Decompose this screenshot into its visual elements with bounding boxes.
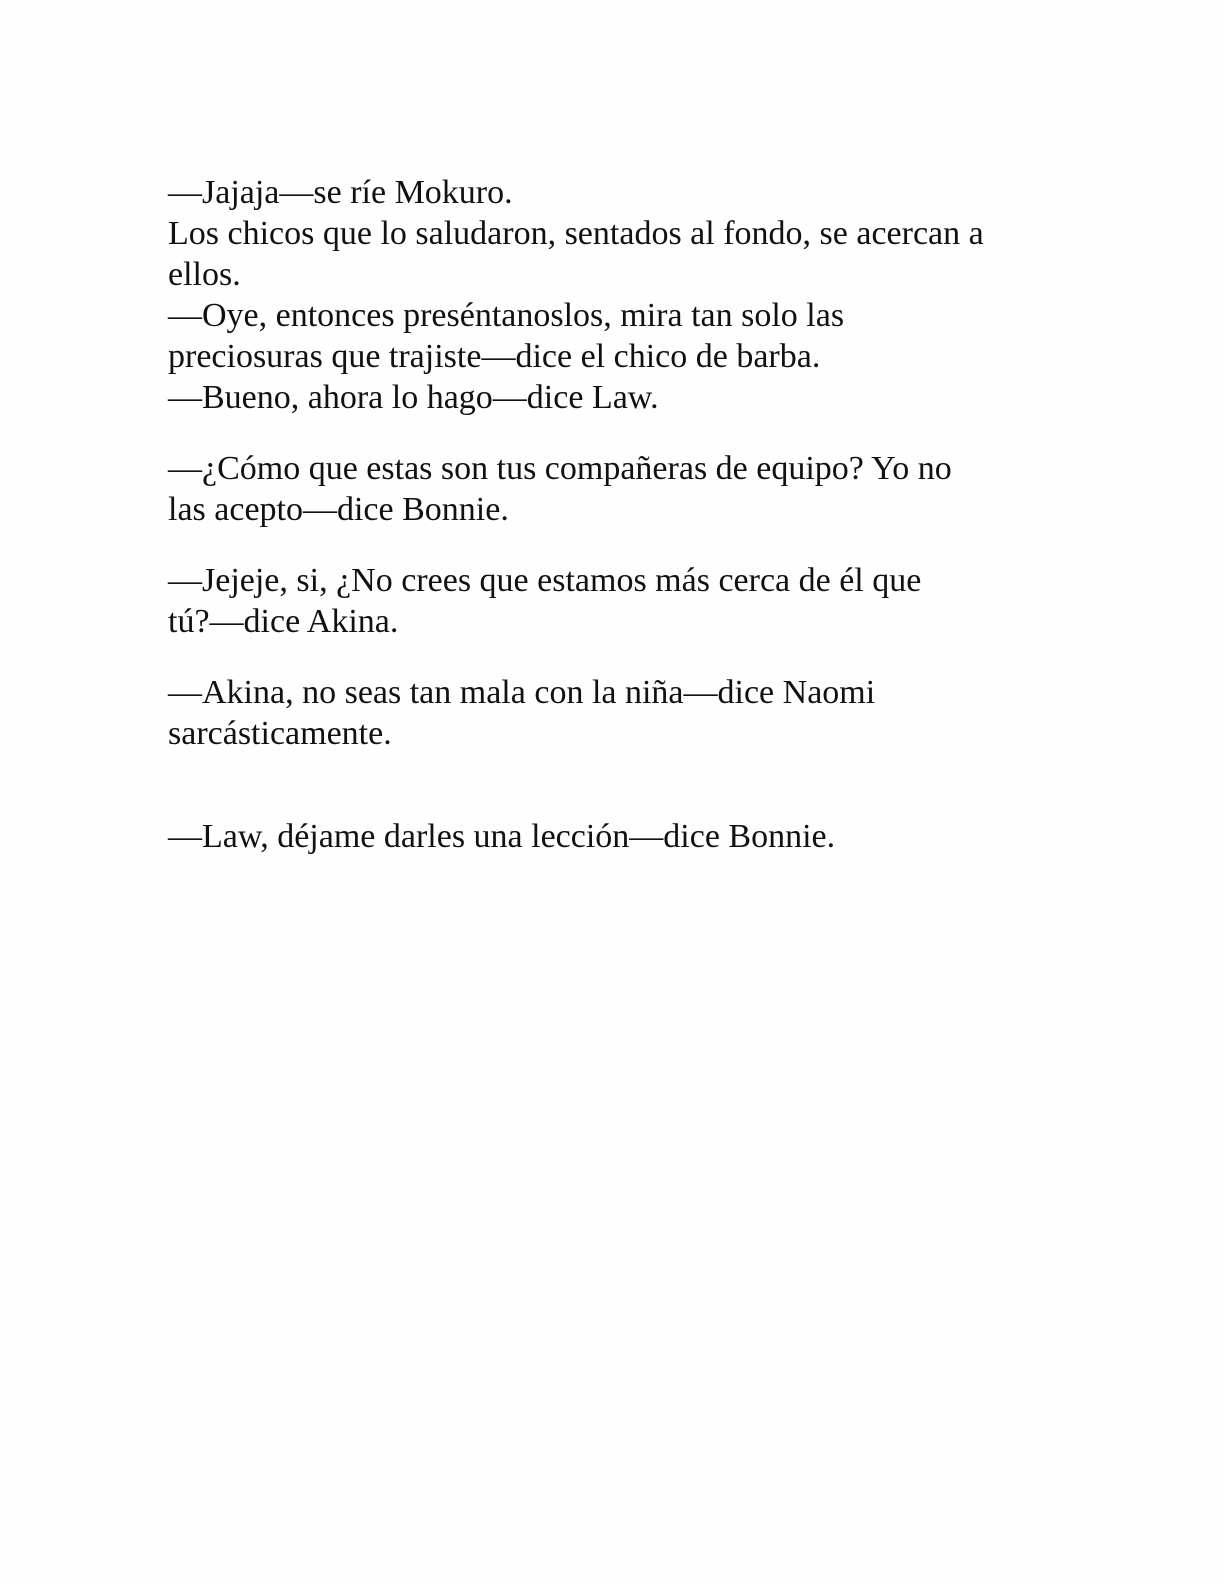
text-line: —Akina, no seas tan mala con la niña—dice Naomi — [168, 674, 876, 711]
text-line: —Oye, entonces preséntanoslos, mira tan solo las — [168, 297, 845, 334]
text-line: Los chicos que lo saludaron, sentados al fondo, se acercan a — [168, 215, 984, 252]
text-line: —Law, déjame darles una lección—dice Bonnie. — [168, 818, 836, 855]
paragraph-gap — [168, 754, 1048, 816]
text-line: —Jejeje, si, ¿No crees que estamos más cerca de él que — [168, 562, 922, 599]
paragraph-gap — [168, 530, 1048, 560]
paragraph-gap — [168, 418, 1048, 448]
text-line: sarcásticamente. — [168, 715, 392, 752]
body-text — [168, 172, 1048, 857]
text-line: —¿Cómo que estas son tus compañeras de equipo? Yo no — [168, 450, 952, 487]
text-line: —Jajaja—se ríe Mokuro. — [168, 174, 513, 211]
text-line: —Bueno, ahora lo hago—dice Law. — [168, 379, 659, 416]
text-line: ellos. — [168, 256, 241, 293]
text-line: preciosuras que trajiste—dice el chico de barba. — [168, 338, 821, 375]
text-line: las acepto—dice Bonnie. — [168, 491, 509, 528]
text-line: tú?—dice Akina. — [168, 603, 399, 640]
paragraph-gap — [168, 642, 1048, 672]
